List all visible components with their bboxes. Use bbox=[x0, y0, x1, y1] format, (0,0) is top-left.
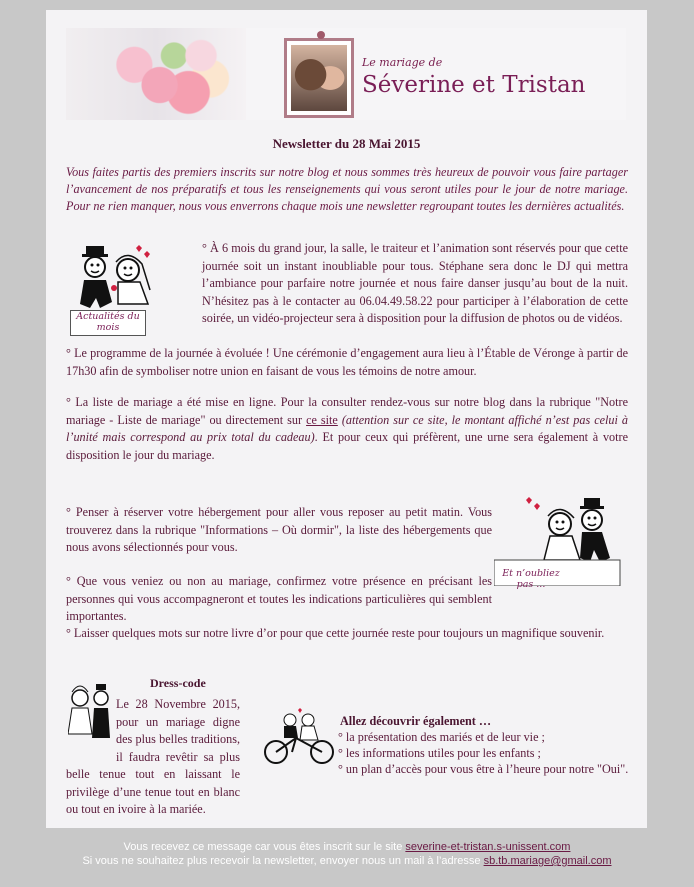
footer-line-1 bbox=[0, 840, 694, 854]
couple-photo-frame bbox=[284, 38, 354, 118]
reminder-label: Et n’oubliez pas ... bbox=[502, 568, 560, 590]
dress-code-title: Dress-code bbox=[150, 676, 206, 690]
banner-title: Séverine et Tristan bbox=[362, 72, 586, 98]
paragraph-venue: ° À 6 mois du grand jour, la salle, le traiteur et l’animation sont réservés pour que cette journée soit un instant inoubliable pour tous. Stéphane sera donc le DJ qui mettra l’ambiance pour parfaire notre journée et nous faire danser jusqu’au bout de la nuit. N’hésitez pas à le contacter au 06.04.49.58.22 pour participer à l’élaboration de cette soirée, un vidéo-projecteur sera à disposition pour la diffusion de photos ou de vidéos. bbox=[202, 241, 628, 325]
paragraph-lodging: ° Penser à réserver votre hébergement pour aller vous reposer au petit matin. Vous trouverez dans la rubrique "Informations – Où dormir", la liste des hébergements que nous avons sélectionnés pour vous. bbox=[66, 505, 492, 554]
discover-title: Allez découvrir également … bbox=[340, 714, 492, 728]
footer-subscription-text: Vous recevez ce message car vous êtes inscrit sur le site bbox=[123, 841, 406, 853]
footer bbox=[0, 840, 694, 868]
discover-item-children: ° les informations utiles pour les enfants ; bbox=[338, 746, 541, 760]
intro-paragraph: Vous faites partis des premiers inscrits sur notre blog et nous sommes très heureux de pouvoir vous faire partager l’avancement de nos préparatifs et tous les renseignements qui vous seront utiles pour le jour de notre mariage. Pour ne rien manquer, nous vous enverrons chaque mois une newsletter regroupant toutes les dernières actualités. bbox=[66, 165, 628, 213]
gift-list-text: ° La liste de mariage a été mise en ligne. Pour la consulter rendez-vous sur notre blog dans la rubrique "Notre mariage - Liste de mariage" ou directement sur bbox=[66, 395, 628, 427]
newsletter-title: Newsletter du 28 Mai 2015 bbox=[272, 136, 421, 151]
dress-code-text bbox=[66, 696, 240, 819]
frame-pin-icon bbox=[317, 31, 325, 39]
dress-code-body: Le 28 Novembre 2015, pour un mariage digne des plus belles traditions, il faudra revêtir sa plus belle tenue tout en laissant le privilège d’une tenue tout en blanc ou tout en ivoire à la mariée. bbox=[66, 697, 240, 816]
gift-site-link[interactable]: ce site bbox=[306, 412, 338, 427]
discover-list bbox=[338, 729, 628, 777]
email-link[interactable]: sb.tb.mariage@gmail.com bbox=[483, 855, 612, 867]
gift-list-note: (attention sur ce site, le montant affiché n’est pas celui à l’unité mais correspond au prix total du cadeau) bbox=[66, 412, 628, 444]
couple-cartoon-illustration bbox=[70, 242, 192, 332]
footer-unsubscribe-text: Si vous ne souhaitez plus recevoir la newsletter, envoyer nous un mail à l’adresse bbox=[82, 855, 484, 867]
newsletter-sheet bbox=[46, 10, 647, 828]
bouquet-image bbox=[66, 28, 246, 120]
bride-groom-illustration bbox=[494, 494, 622, 590]
footer-line-2 bbox=[0, 854, 694, 868]
header-banner bbox=[66, 28, 626, 120]
site-link[interactable]: severine-et-tristan.s-unissent.com bbox=[405, 841, 571, 853]
paragraph-programme: ° Le programme de la journée à évoluée ! Une cérémonie d’engagement aura lieu à l’Étable de Véronge à partir de 17h30 afin de symboliser notre union en faisant de vous les témoins de notre amour. bbox=[66, 346, 628, 378]
tandem-bike-icon bbox=[262, 708, 336, 766]
news-label: Actualités du mois bbox=[70, 310, 146, 336]
discover-item-map: ° un plan d’accès pour vous être à l’heure pour notre "Oui". bbox=[338, 762, 629, 776]
gift-list-text-end: . Et pour ceux qui préfèrent, une urne sera également à votre disposition le jour du mariage. bbox=[66, 430, 628, 462]
banner-subtitle: Le mariage de bbox=[362, 56, 443, 69]
paragraph-guestbook: ° Laisser quelques mots sur notre livre d’or pour que cette journée reste pour toujours un magnifique souvenir. bbox=[66, 626, 605, 640]
paragraph-gift-list bbox=[66, 394, 628, 464]
discover-item-couple: ° la présentation des mariés et de leur vie ; bbox=[338, 730, 545, 744]
couple-photo bbox=[291, 45, 347, 111]
paragraph-rsvp: ° Que vous veniez ou non au mariage, confirmez votre présence en précisant les personnes qui vous accompagneront et toutes les indications particulières qui semblent importantes. bbox=[66, 574, 492, 623]
